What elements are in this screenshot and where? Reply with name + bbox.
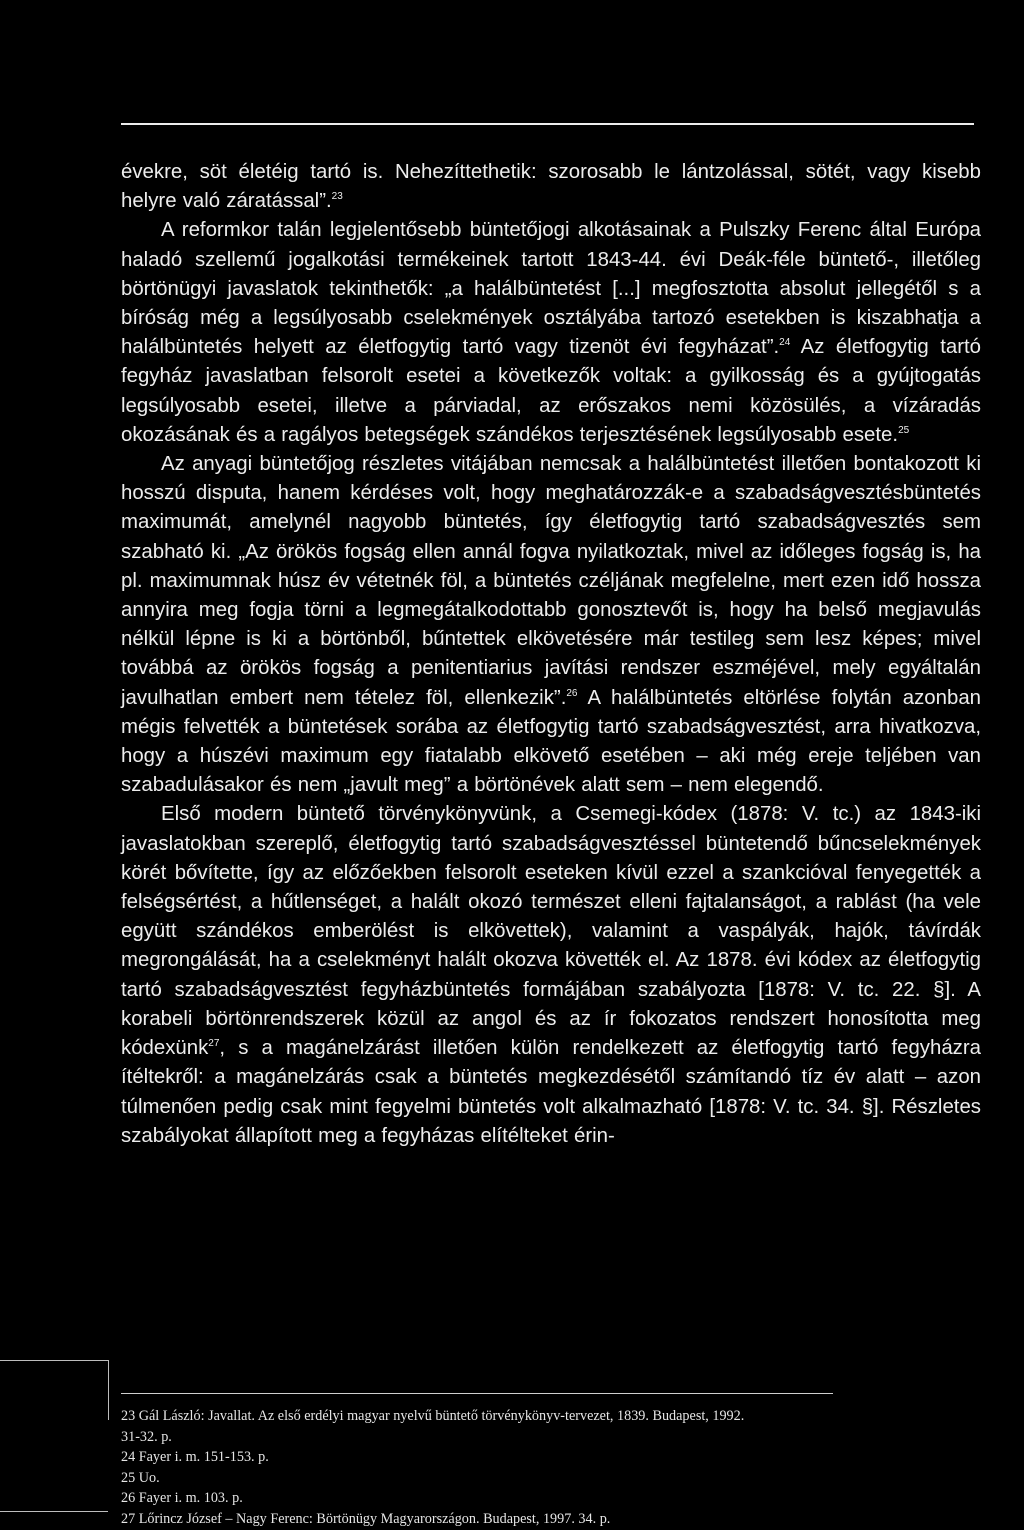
footnote-separator	[121, 1393, 833, 1394]
footnote-23: 23 Gál László: Javallat. Az első erdélyi magyar nyelvű büntető törvénykönyv-tervezet, 1839. Budapest, 1992.	[121, 1408, 745, 1424]
footnote-ref-24[interactable]: 24	[779, 337, 791, 349]
header-rule	[121, 123, 974, 125]
footnote-ref-25[interactable]: 25	[898, 424, 910, 436]
paragraph-1: évekre, söt életéig tartó is. Nehezíttethetik: szorosabb le lántzolással, sötét, vagy kisebb helyre való záratással”.$^{23}$	[121, 161, 981, 213]
margin-line-top	[0, 1360, 108, 1361]
paragraph-3: Az anyagi büntetőjog részletes vitájában nemcsak a halálbüntetést illetően bontakozott ki hosszú disputa, hanem kérdéses volt, hogy meghatározzák-e a szabadságvesztésbüntetés maximumát, amelynél nagyobb büntetés, így életfogytig tartó szabadságvesztés sem szabható ki. „Az örökös fogság ellen annál fogva nyilatkoztak, mivel az időleges fogság is, ha pl. maximumnak húsz év vétetnék föl, a büntetés czéljának megfelelne, mert ezen idő hossza annyira meg fogja törni a legmegátalkodottabb gonosztevőt is, hogy ha belső megjavulás nélkül lépne is ki a börtönből, bűntettek elkövetésére már testileg sem lesz képes; mivel továbbá az örökös fogság a penitentiarius javítási rendszer eszméjével, mely egyáltalán javulhatlan embert nem tételez föl, ellenkezik”.$^{26}$ A halálbüntetés eltörlése folytán azonban mégis felvették a büntetések sorába az életfogytig tartó szabadságvesztést, arra hivatkozva, hogy a húszévi maximum egy fiatalabb elkövető esetében – aki még ereje teljében van szabadulásakor és nem „javult meg” a börtönévek alatt sem – nem elegendő.	[121, 453, 981, 797]
margin-line-bottom	[0, 1511, 108, 1512]
footnote-ref-23[interactable]: 23	[331, 191, 343, 203]
footnote-23-cont: 31-32. p.	[121, 1428, 172, 1445]
footnote-26: 26 Fayer i. m. 103. p.	[121, 1490, 243, 1507]
footnote-25: 25 Uo.	[121, 1469, 160, 1486]
margin-line-vertical	[108, 1360, 109, 1420]
footnote-ref-27[interactable]: 27	[208, 1038, 220, 1050]
footnotes	[121, 1406, 981, 1530]
paragraph-2: A reformkor talán legjelentősebb büntetőjogi alkotásainak a Pulszky Ferenc által Európa haladó szellemű jogalkotási termékeinek tartott 1843-44. évi Deák-féle büntető-, illetőleg börtönügyi javaslatok tekinthetők: „a halálbüntetést [...] megfosztotta absolut jellegétől s a bíróság még a legsúlyosabb cselekmények osztályába tartozó esetekben is kiszabhatja a halálbüntetés helyett az életfogytig tartó vagy tizenöt évi fegyházat”.$^{24}$ Az életfogytig tartó fegyház javaslatban felsorolt esetei a következők voltak: a gyilkosság és a gyújtogatás legsúlyosabb esetei, illetve a párviadal, az erőszakos nemi közösülés, a vízáradás okozásának és a ragályos betegségek szándékos terjesztésének legsúlyosabb esete.$^{25}$	[121, 219, 981, 446]
main-text	[121, 158, 981, 1151]
footnote-24: 24 Fayer i. m. 151-153. p.	[121, 1449, 269, 1466]
footnote-27: 27 Lőrincz József – Nagy Ferenc: Börtönügy Magyarországon. Budapest, 1997. 34. p.	[121, 1510, 611, 1527]
footnote-ref-26[interactable]: 26	[566, 687, 578, 699]
paragraph-4: Első modern büntető törvénykönyvünk, a Csemegi-kódex (1878: V. tc.) az 1843-iki javaslatokban szereplő, életfogytig tartó szabadságvesztéssel büntetendő bűncselekmények körét bővítette, így az előzőekben felsorolt eseteken kívül ezzel a szankcióval fenyegették a felségsértést, a hűtlenséget, a halált okozó természet elleni fajtalanságot, a rablást (ha vele együtt szándékos emberölést is elkövettek), valamint a vaspályák, hajók, távírdák megrongálását, ha a cselekményt halált okozva követték el. Az 1878. évi kódex az életfogytig tartó szabadságvesztést fegyházbüntetés formájában szabályozta [1878: V. tc. 22. §]. A korabeli börtönrendszerek közül az angol és az ír fokozatos rendszert honosította meg kódexünk$^{27}$, s a magánelzárást illetően külön rendelkezett az életfogytig tartó fegyházra ítéltekről: a magánelzárás csak a büntetés megkezdésétől számítandó tíz év alatt – azon túlmenően pedig csak mint fegyelmi büntetés volt alkalmazható [1878: V. tc. 34. §]. Részletes szabályokat állapított meg a fegyházas elítélteket érin-	[121, 803, 981, 1147]
